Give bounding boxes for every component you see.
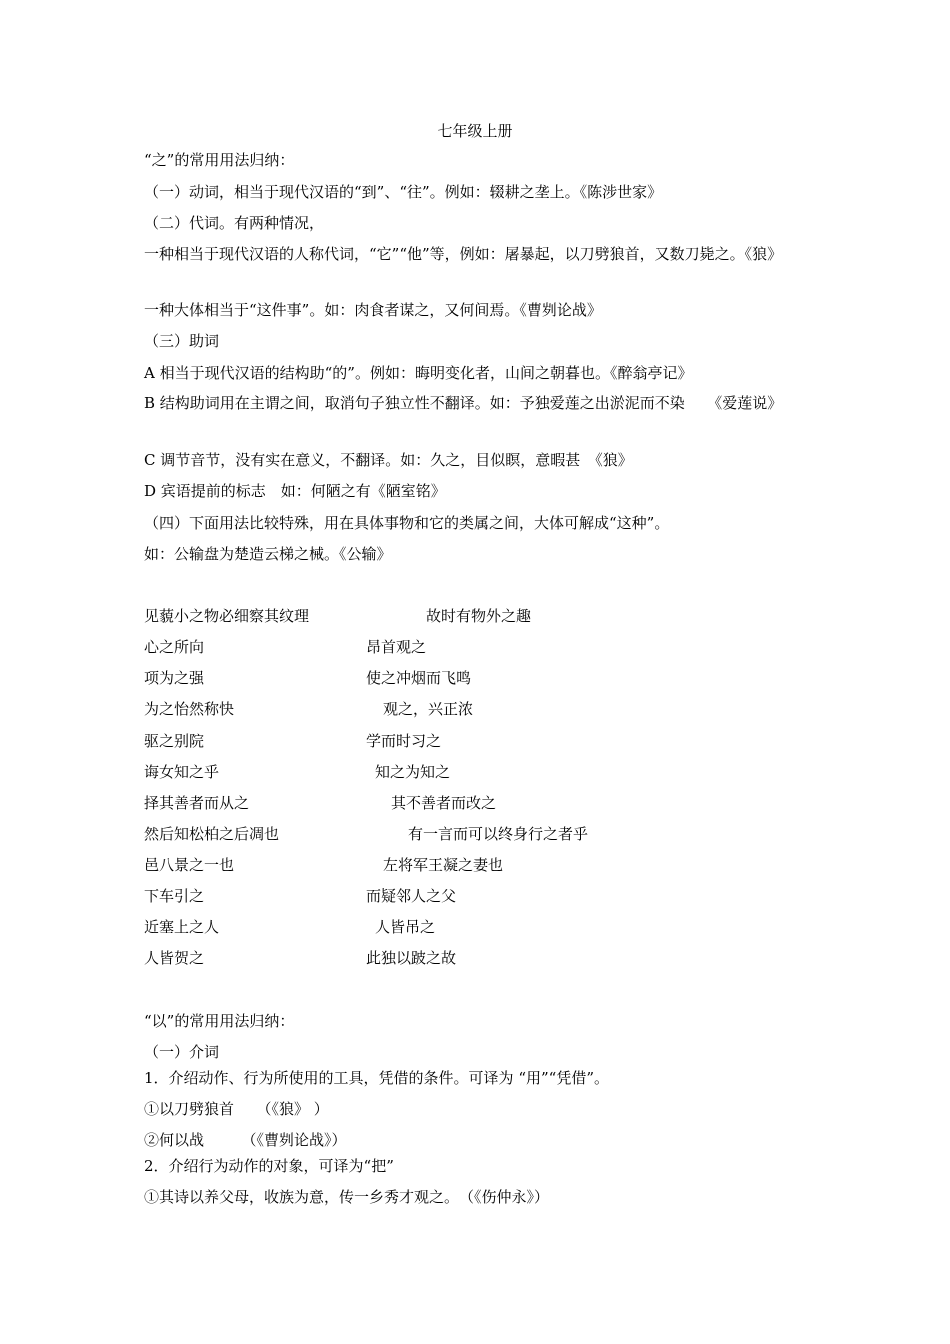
example-row [144, 946, 457, 970]
example-left: 心之所向 [144, 638, 205, 656]
example-left: 邑八景之一也 [144, 856, 235, 874]
example-row [144, 791, 497, 815]
yi-heading: “以”的常用用法归纳： [144, 1012, 295, 1030]
example-right: 此独以跛之故 [366, 949, 457, 967]
example-left: 为之怡然称快 [144, 700, 235, 718]
zhi-paragraph-6: A 相当于现代汉语的结构助“的”。例如：晦明变化者，山间之朝暮也。《醉翁亭记》 [144, 364, 693, 382]
zhi-paragraph-2: （二）代词。有两种情况， [144, 214, 325, 232]
example-row [144, 635, 427, 659]
example-row [144, 915, 436, 939]
zhi-paragraph-10: （四）下面用法比较特殊，用在具体事物和它的类属之间，大体可解成“这种”。 [144, 514, 670, 532]
zhi-paragraph-5: （三）助词 [144, 332, 220, 350]
example-right: 人皆吊之 [375, 918, 436, 936]
zhi-paragraph-3: 一种相当于现代汉语的人称代词，“它”“他”等，例如：屠暴起，以刀劈狼首，又数刀毙之。《狼》 [144, 245, 783, 263]
example-row [144, 884, 457, 908]
example-left: 项为之强 [144, 669, 205, 687]
zhi-paragraph-9: D 宾语提前的标志 如：何陋之有《陋室铭》 [144, 482, 446, 500]
example-right: 而疑邻人之父 [366, 887, 457, 905]
yi-paragraph-2: 1．介绍动作、行为所使用的工具，凭借的条件。可译为 “用”“凭借”。 [144, 1069, 609, 1087]
example-left: 人皆贺之 [144, 949, 205, 967]
example-right: 学而时习之 [366, 732, 442, 750]
example-right: 知之为知之 [375, 763, 451, 781]
yi-paragraph-4: ②何以战 （《曹刿论战》） [144, 1131, 347, 1149]
example-row [144, 853, 504, 877]
zhi-paragraph-11: 如：公输盘为楚造云梯之械。《公输》 [144, 545, 392, 563]
zhi-paragraph-4: 一种大体相当于“这件事”。如：肉食者谋之，又何间焉。《曹刿论战》 [144, 301, 602, 319]
example-row [144, 666, 472, 690]
example-row [144, 729, 442, 753]
example-row [144, 604, 532, 628]
page-title: 七年级上册 [437, 122, 513, 140]
zhi-paragraph-8: C 调节音节，没有实在意义，不翻译。如：久之，目似瞑，意暇甚 《狼》 [144, 451, 633, 469]
yi-paragraph-3: ①以刀劈狼首 （《狼》 ） [144, 1100, 329, 1118]
example-right: 其不善者而改之 [391, 794, 497, 812]
example-left: 然后知松柏之后凋也 [144, 825, 280, 843]
zhi-heading: “之”的常用用法归纳： [144, 151, 295, 169]
example-row [144, 822, 589, 846]
yi-paragraph-5: 2．介绍行为动作的对象，可译为“把” [144, 1157, 394, 1175]
example-left: 诲女知之乎 [144, 763, 220, 781]
zhi-paragraph-7: B 结构助词用在主谓之间，取消句子独立性不翻译。如：予独爱莲之出淤泥而不染 《爱莲说》 [144, 394, 783, 412]
example-right: 昂首观之 [366, 638, 427, 656]
example-right: 故时有物外之趣 [426, 607, 532, 625]
example-left: 近塞上之人 [144, 918, 220, 936]
example-right: 使之冲烟而飞鸣 [366, 669, 472, 687]
zhi-paragraph-1: （一）动词，相当于现代汉语的“到”、“往”。例如：辍耕之垄上。《陈涉世家》 [144, 183, 663, 201]
yi-paragraph-6: ①其诗以养父母，收族为意，传一乡秀才观之。 （《伤仲永》） [144, 1188, 550, 1206]
example-right: 左将军王凝之妻也 [383, 856, 504, 874]
example-right: 有一言而可以终身行之者乎 [408, 825, 589, 843]
example-left: 下车引之 [144, 887, 205, 905]
example-left: 见藐小之物必细察其纹理 [144, 607, 310, 625]
example-right: 观之，兴正浓 [383, 700, 474, 718]
example-row [144, 760, 451, 784]
example-left: 驱之别院 [144, 732, 205, 750]
example-row [144, 697, 474, 721]
example-left: 择其善者而从之 [144, 794, 250, 812]
yi-paragraph-1: （一）介词 [144, 1043, 220, 1061]
